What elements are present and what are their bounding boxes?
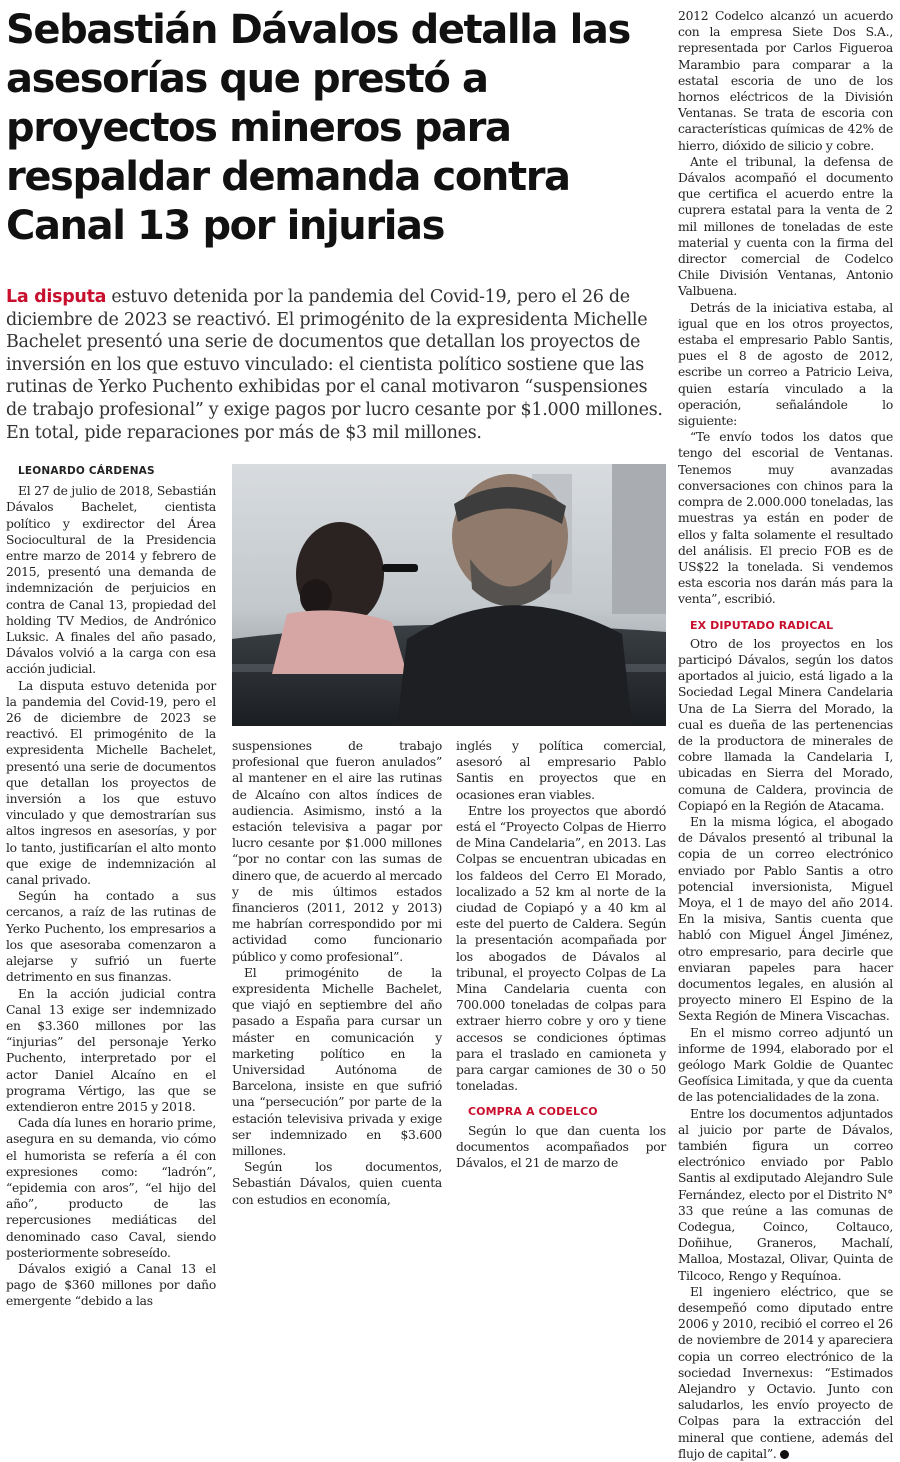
article-photo bbox=[232, 464, 666, 726]
paragraph: En el mismo correo adjuntó un informe de 1994, elaborado por el geólogo Mark Goldie de Quantec Geofísica Limitada, y que da cuenta de las potencialidades de la zona. bbox=[678, 1025, 893, 1105]
dek bbox=[6, 286, 666, 444]
end-mark-icon bbox=[780, 1450, 789, 1459]
subheading-ex-diputado: EX DIPUTADO RADICAL bbox=[690, 618, 834, 632]
paragraph: Ante el tribunal, la defensa de Dávalos acompañó el documento que certifica el acuerdo entre la cuprera estatal para la venta de 2 mil millones de toneladas de este material y cuenta con la firma del director comercial de Codelco Chile División Ventanas, Antonio Valbuena. bbox=[678, 154, 893, 299]
byline: LEONARDO CÁRDENAS bbox=[18, 465, 155, 477]
dek-text: estuvo detenida por la pandemia del Covid-19, pero el 26 de diciembre de 2023 se reactivó. El primogénito de la expresidenta Michelle Bachelet presentó una serie de documentos que detallan los proyectos de inversión en los que estuvo vinculado: el cientista político sostiene que las rutinas de Yerko Puchento exhibidas por el canal motivaron “suspensiones de trabajo profesional” y exige pagos por lucro cesante por $1.000 millones. En total, pide reparaciones por más de $3 mil millones. bbox=[6, 287, 663, 443]
paragraph: Detrás de la iniciativa estaba, al igual que en los otros proyectos, estaba el empresario Pablo Santis, pues el 8 de agosto de 2012, escribe un correo a Patricio Leiva, quien estaría vinculado a la operación, señalándole lo siguiente: bbox=[678, 300, 893, 429]
paragraph: Otro de los proyectos en los participó Dávalos, según los datos aportados al juicio, está ligado a la Sociedad Legal Minera Candelaria Una de La Sierra del Morado, la cual es dueña de las pertenencias de la productora de minerales de cobre llamada la Candelaria I, ubicadas en Sierra del Morado, comuna de Caldera, provincia de Copiapó en la Región de Atacama. bbox=[678, 636, 893, 813]
paragraph: Entre los documentos adjuntados al juicio por parte de Dávalos, también figura un correo electrónico enviado por Pablo Santis al exdiputado Alejandro Sule Fernández, electo por el Distrito N° 33 que reúne a las comunas de Codegua, Coinco, Coltauco, Doñihue, Graneros, Machalí, Malloa, Mostazal, Olivar, Quinta de Tilcoco, Rengo y Requínoa. bbox=[678, 1106, 893, 1283]
paragraph: La disputa estuvo detenida por la pandemia del Covid-19, pero el 26 de diciembre de 2023 se reactivó. El primogénito de la expresidenta Michelle Bachelet, presentó una serie de documentos que detallan los proyectos de inversión a los que estuvo vinculado y que demostrarían sus altos ingresos en asesorías, y por lo tanto, justificarían el alto monto que exige de indemnización al canal privado. bbox=[6, 678, 216, 888]
paragraph: En la misma lógica, el abogado de Dávalos presentó al tribunal la copia de un correo electrónico enviado por Pablo Santis a otro potencial inversionista, Miguel Moya, el 1 de mayo del año 2014. En la misiva, Santis cuenta que habló con Miguel Ángel Jiménez, otro empresario, para decirle que enviaran papeles para hacer documentos legales, en alusión al proyecto minero El Espino de la Sexta Región de Minera Viscachas. bbox=[678, 814, 893, 1024]
paragraph: Según ha contado a sus cercanos, a raíz de las rutinas de Yerko Puchento, los empresarios a los que asesoraba comenzaron a alejarse y sufrió un fuerte detrimento en sus finanzas. bbox=[6, 889, 216, 985]
paragraph: El primogénito de la expresidenta Michelle Bachelet, que viajó en septiembre del año pasado a España para cursar un máster en comunicación y marketing político en la Universidad Autónoma de Barcelona, insiste en que sufrió una “persecución” por parte de la estación televisiva privada y exige ser indemnizado en $3.600 millones. bbox=[232, 965, 442, 1159]
dek-lead: La disputa bbox=[6, 287, 107, 307]
column-2 bbox=[232, 738, 442, 1207]
paragraph: Según los documentos, Sebastián Dávalos, quien cuenta con estudios en economía, bbox=[232, 1160, 442, 1207]
paragraph: Entre los proyectos que abordó está el “Proyecto Colpas de Hierro de Mina Candelaria”, en 2013. Las Colpas se encuentran ubicadas en los faldeos del Cerro El Morado, localizado a 52 km al norte de la ciudad de Copiapó y a 40 km al este del puerto de Caldera. Según la presentación acompañada por los abogados de Dávalos al tribunal, el proyecto Colpas de La Mina Candelaria cuenta con 700.000 toneladas de colpas para extraer hierro cobre y oro y tiene accesos se condiciones óptimas para el traslado en camioneta y para cargar camiones de 30 o 50 toneladas. bbox=[456, 803, 666, 1094]
paragraph: En la acción judicial contra Canal 13 exige ser indemnizado en $3.360 millones por las “injurias” del personaje Yerko Puchento, interpretado por el actor Daniel Alcaíno en el programa Vértigo, las que se extendieron entre 2015 y 2018. bbox=[6, 986, 216, 1114]
photo-illustration bbox=[232, 464, 666, 726]
paragraph bbox=[678, 1284, 893, 1462]
column-3 bbox=[456, 738, 666, 1171]
paragraph-text: El ingeniero eléctrico, que se desempeñó como diputado entre 2006 y 2010, recibió el correo el 26 de noviembre de 2014 y apareciera copia un correo electrónico de la sociedad Invernexus: “Estimados Alejandro y Octavio. Junto con saludarlos, les envío proyecto de Colpas para la extracción del mineral que contiene, además del flujo de capital”. bbox=[678, 1284, 893, 1461]
paragraph: inglés y política comercial, asesoró al empresario Pablo Santis en proyectos que en ocasiones eran viables. bbox=[456, 739, 666, 802]
paragraph: Dávalos exigió a Canal 13 el pago de $360 millones por daño emergente “debido a las bbox=[6, 1261, 216, 1309]
paragraph: suspensiones de trabajo profesional que fueron anulados” al mantener en el aire las rutinas de Alcaíno con altos índices de audiencia. Asimismo, instó a la estación televisiva a pagar por lucro cesante por $1.000 millones “por no contar con las sumas de dinero que, de acuerdo al mercado y de mis últimos estados financieros (2011, 2012 y 2013) me habrían correspondido por mi actividad como funcionario público y como profesional”. bbox=[232, 739, 442, 964]
headline: Sebastián Dávalos detalla las asesorías que prestó a proyectos mineros para respaldar demanda contra Canal 13 por injurias bbox=[6, 7, 630, 249]
subheading-compra-codelco: COMPRA A CODELCO bbox=[468, 1105, 598, 1119]
column-1 bbox=[6, 463, 216, 1309]
paragraph: “Te envío todos los datos que tengo del escorial de Ventanas. Tenemos muy avanzadas conversaciones con chinos para la compra de 2.000.000 toneladas, las muestras ya están en poder de ellos y falta solamente el resultado del análisis. El precio FOB es de US$22 la tonelada. Si vendemos esta escoria nos darán más para la venta”, escribió. bbox=[678, 430, 893, 607]
paragraph: Cada día lunes en horario prime, asegura en su demanda, vio cómo el humorista se refería a él con expresiones como: “ladrón”, “epidemia con aros”, “el hijo del año”, producto de las repercusiones mediáticas del denominado caso Caval, siendo posteriormente sobreseído. bbox=[6, 1116, 216, 1260]
paragraph: Según lo que dan cuenta los documentos acompañados por Dávalos, el 21 de marzo de bbox=[456, 1123, 666, 1171]
paragraph: 2012 Codelco alcanzó un acuerdo con la empresa Siete Dos S.A., representada por Carlos Figueroa Marambio para comparar a la estatal escoria de uno de los hornos eléctricos de la División Ventanas. Se trata de escoria con características químicas de 42% de hierro, dióxido de silicio y cobre. bbox=[678, 9, 893, 153]
column-4 bbox=[678, 8, 893, 1461]
paragraph: El 27 de julio de 2018, Sebastián Dávalos Bachelet, cientista político y exdirector del Área Sociocultural de la Presidencia entre marzo de 2014 y febrero de 2015, presentó una demanda de indemnización de perjuicios en contra de Canal 13, propiedad del holding TV Medios, de Andrónico Luksic. A finales del año pasado, Dávalos volvió a la carga con esa acción judicial. bbox=[6, 484, 216, 677]
